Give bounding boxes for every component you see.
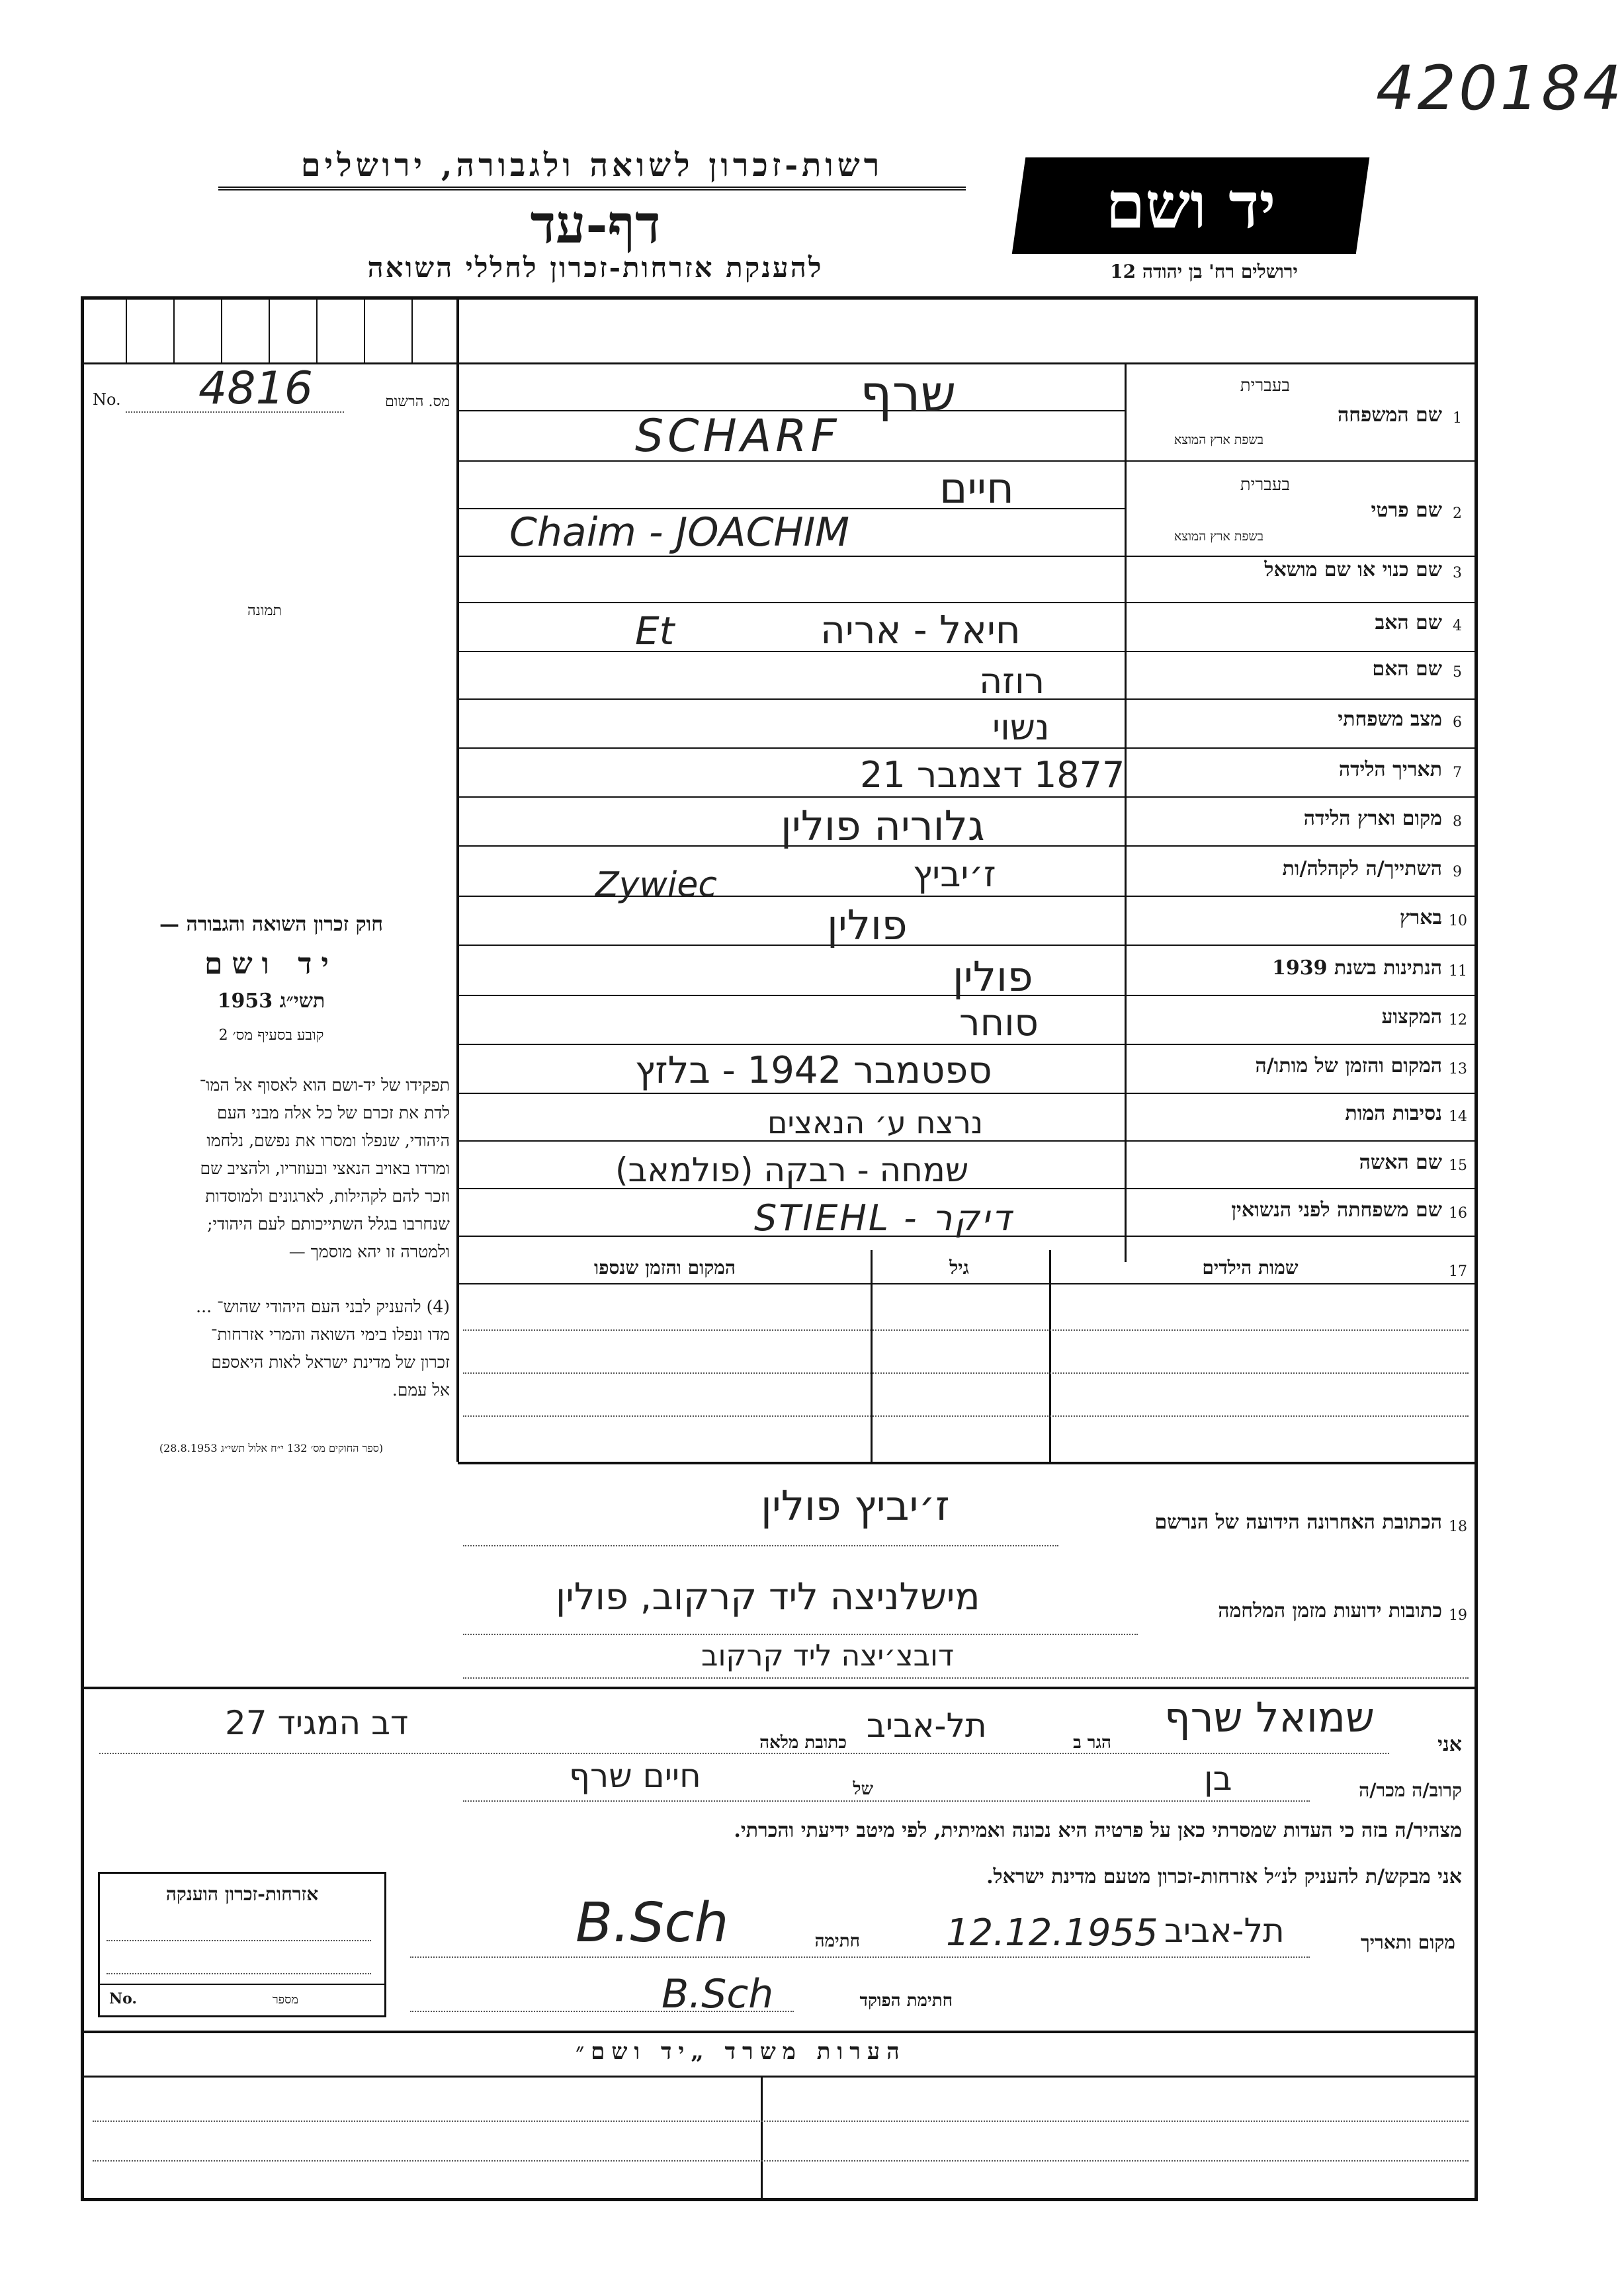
yad-vashem-logo <box>1012 157 1370 254</box>
table-row-line <box>463 1372 1469 1374</box>
nationality: פולין <box>953 952 1033 1001</box>
section-line <box>82 1687 1476 1689</box>
field-num-14: 14 <box>1449 1109 1467 1125</box>
declarant-name: שמואל שרף <box>1164 1693 1375 1742</box>
field-label-community: השתייך/ה לקהלה/ות <box>1282 857 1442 880</box>
notes-header-line <box>82 2076 1476 2078</box>
field-num-7: 7 <box>1453 765 1462 781</box>
law-title: חוק זכרון השואה והגבורה — <box>159 913 383 936</box>
of-label: של <box>853 1779 873 1799</box>
declaration-line <box>99 1753 1389 1754</box>
field-label-mother: שם האם <box>1372 657 1442 681</box>
field-num-15: 15 <box>1449 1157 1467 1174</box>
first-name-hebrew: חיים <box>939 464 1014 513</box>
logo-address: ירושלים רח' בן יהודה 12 <box>1110 261 1298 282</box>
field-num-8: 8 <box>1453 814 1462 830</box>
father-name: חיאל - אריה <box>820 607 1021 652</box>
field-label-maiden-name: שם משפחתה לפני הנשואין <box>1231 1198 1442 1222</box>
topcell-div <box>126 298 127 362</box>
address-line <box>463 1677 1469 1679</box>
row-sep <box>458 698 1476 700</box>
law-line: ומרדו באויב הנאצי ובעוזריו, ולהציב שם <box>200 1159 450 1178</box>
address-label: כתובת מלאה <box>759 1733 847 1753</box>
frame-left <box>81 296 84 2201</box>
address-value: דב המגיד 27 <box>225 1704 409 1742</box>
field-label-first-name: שם פרטי <box>1371 499 1442 522</box>
maiden-name: STIEHL - דיקר <box>754 1197 1013 1239</box>
law-line: אל עמם. <box>392 1380 450 1400</box>
table-header-line <box>458 1283 1476 1284</box>
field-label-birthplace: מקום וארץ הלידה <box>1303 807 1442 830</box>
lives-label: הגר ב <box>1073 1733 1111 1753</box>
frame-bottom <box>81 2198 1478 2201</box>
topcell-div <box>411 298 413 362</box>
field-label-wife-name: שם האשה <box>1359 1151 1442 1174</box>
hint-origin: בשפת ארץ המוצא <box>1174 529 1263 544</box>
table-row-line <box>463 1329 1469 1331</box>
field-label-last-address: הכתובת האחרונה הידועה של הנרשם <box>1154 1511 1442 1534</box>
notes-line <box>93 2121 1469 2122</box>
community-latin: Zywiec <box>595 865 717 905</box>
field-num-2: 2 <box>1453 505 1462 522</box>
reg-no-prefix: No. <box>93 390 121 409</box>
death-place-time: ספטמבר 1942 - בלזץ <box>635 1049 992 1092</box>
declaration-line <box>410 1956 1310 1958</box>
topcell-div <box>221 298 222 362</box>
i-label: אני <box>1437 1733 1462 1756</box>
law-clause: קובע בסעיף מס׳ 2 <box>218 1027 324 1044</box>
law-text-2 <box>93 1293 450 1404</box>
label-column-divider <box>1125 362 1127 1262</box>
row-sep <box>458 460 1476 462</box>
field-label-war-addresses: כתובות ידועות מזמן המלחמה <box>1218 1599 1442 1622</box>
law-line: היהודי, שנפלו ומסרו את נפשם, נלחמו <box>206 1131 450 1150</box>
law-text-1 <box>93 1072 450 1266</box>
field-label-death-circumstances: נסיבות המות <box>1345 1102 1442 1125</box>
topcell-div <box>269 298 270 362</box>
death-circumstances: נרצח ע׳ הנאצים <box>767 1105 984 1140</box>
father-extra: Et <box>635 609 675 653</box>
law-line: ולמטרה זו יהא מוסמך — <box>288 1242 450 1261</box>
field-num-6: 6 <box>1453 714 1462 731</box>
column-divider <box>456 298 459 1462</box>
field-num-9: 9 <box>1453 864 1462 880</box>
country: פולין <box>827 901 908 949</box>
citizenship-box-line <box>107 1940 371 1941</box>
section-line <box>82 2031 1476 2033</box>
last-address: ז׳יביץ פולין <box>761 1482 950 1530</box>
community: ז׳יביץ <box>913 853 996 895</box>
field-num-4: 4 <box>1453 618 1462 634</box>
field-num-10: 10 <box>1449 913 1467 929</box>
field-num-17: 17 <box>1449 1263 1467 1280</box>
topcell-div <box>364 298 365 362</box>
row-sep <box>458 602 1476 603</box>
law-line: שנחרבו בגלל השתייכותם לעם היהודי; <box>207 1214 450 1234</box>
relation-value: בן <box>1204 1759 1232 1798</box>
birth-date: 1877 דצמבר 21 <box>860 754 1125 796</box>
officer-signature-label: חתימת הפוקד <box>859 1991 953 2011</box>
law-name: יד ושם <box>204 947 338 981</box>
law-year: תשי״ג 1953 <box>217 989 325 1013</box>
row-sep <box>458 747 1476 749</box>
family-name-hebrew: שרף <box>860 364 957 423</box>
field-num-12: 12 <box>1449 1012 1467 1029</box>
table-row-line <box>463 1415 1469 1417</box>
family-name-origin: SCHARF <box>635 410 841 462</box>
declaration-line <box>410 2011 794 2012</box>
field-num-19: 19 <box>1449 1607 1467 1624</box>
relation-label: קרוב/ה מכר/ה <box>1359 1779 1462 1801</box>
frame-top <box>81 296 1478 300</box>
row-sep <box>458 945 1476 946</box>
children-place-header: המקום והזמן שנספו <box>594 1257 736 1279</box>
address-line <box>463 1545 1058 1546</box>
notes-col-line <box>761 2077 763 2200</box>
citizenship-num-label: מספר <box>272 1993 298 2007</box>
field-label-marital-status: מצב משפחתי <box>1338 708 1442 731</box>
hint-origin: בשפת ארץ המוצא <box>1174 433 1263 447</box>
archive-number: 420184 <box>1376 53 1624 124</box>
declaration-line <box>463 1800 1310 1802</box>
wife-name: שמחה - רבקה (פולמאב) <box>615 1151 969 1189</box>
logo-text: יד ושם <box>1105 168 1276 243</box>
citizenship-box-divider <box>100 1984 384 1985</box>
field-label-family-name: שם המשפחה <box>1337 403 1442 427</box>
field-num-16: 16 <box>1449 1205 1467 1222</box>
notes-title: הערות משרד „יד ושם״ <box>576 2039 906 2065</box>
lives-value: תל-אביב <box>867 1706 987 1745</box>
declaration-statement-2: אני מבקש/ת להעניק לנ״ל אזרחות-זכרון מטעם מדינת ישראל. <box>986 1865 1462 1888</box>
marital-status: נשוי <box>992 706 1050 748</box>
citizenship-no-prefix: No. <box>109 1990 138 2007</box>
war-address-2: דובצ׳יצה ליד קרקוב <box>701 1639 955 1673</box>
first-name-origin: Chaim - JOACHIM <box>509 509 850 556</box>
table-col-line <box>871 1250 873 1462</box>
field-num-3: 3 <box>1453 565 1462 581</box>
field-label-nickname: שם כנוי או שם מושאל <box>1264 558 1442 581</box>
row-sep <box>458 796 1476 798</box>
row-sep <box>458 1093 1476 1094</box>
signature-value: B.Sch <box>576 1892 729 1955</box>
place-date-label: מקום ותאריך <box>1360 1931 1455 1953</box>
law-line: (4) להעניק לבני העם היהודי שהוש־ ... <box>196 1297 450 1316</box>
form-title: דף-עד <box>530 193 661 255</box>
hint-hebrew: בעברית <box>1240 376 1290 396</box>
reg-no-label: מס. הרשום <box>385 394 450 410</box>
signature-label: חתימה <box>814 1931 860 1951</box>
law-line: זכרון של מדינת ישראל לאות היאספם <box>211 1353 450 1372</box>
field-label-birth-date: תאריך הלידה <box>1338 758 1442 781</box>
place-value: תל-אביב <box>1164 1912 1285 1950</box>
address-line <box>463 1634 1138 1635</box>
war-address-1: מישלניצה ליד קרקוב, פולין <box>556 1576 980 1618</box>
profession: סוחר <box>959 1001 1039 1044</box>
field-num-1: 1 <box>1453 410 1462 427</box>
notes-line <box>93 2160 1469 2162</box>
field-label-profession: המקצוע <box>1381 1005 1442 1029</box>
institution-name: רשות-זכרון לשואה ולגבורה, ירושלים <box>218 147 966 190</box>
mother-name: רוזה <box>979 660 1045 702</box>
of-value: חיים שרף <box>569 1757 701 1795</box>
frame-right <box>1474 296 1478 2201</box>
law-line: לדת את זכרם של כל אלה מבני העם <box>217 1103 450 1122</box>
law-line: וזכר להם לקהילות, לארגונים ולמוסדות <box>205 1187 450 1206</box>
citizenship-box <box>98 1872 386 2017</box>
declaration-statement-1: מצהיר/ה בזה כי העדות שמסרתי כאן על פרטיה היא נכונה ואמיתית, לפי מיטב ידיעתי והכרתי. <box>734 1819 1462 1842</box>
citizenship-box-line <box>107 1973 371 1974</box>
row-sep <box>458 556 1476 557</box>
citizenship-box-title: אזרחות-זכרון הוענקה <box>165 1883 319 1905</box>
topcell-div <box>316 298 318 362</box>
field-label-death-place-time: המקום והזמן של מותו/ה <box>1255 1054 1442 1077</box>
field-num-13: 13 <box>1449 1061 1467 1077</box>
hint-hebrew: בעברית <box>1240 475 1290 495</box>
form-subtitle: להענקת אזרחות-זכרון לחללי השואה <box>367 251 824 284</box>
law-line: מדו ונפלו בימי השואה והמרי אזרחות־ <box>210 1325 450 1344</box>
table-col-line <box>1049 1250 1051 1462</box>
section-line <box>458 1462 1476 1464</box>
photo-label: תמונה <box>247 603 282 619</box>
topcell-div <box>173 298 175 362</box>
date-value: 12.12.1955 <box>946 1912 1158 1955</box>
field-num-11: 11 <box>1449 963 1467 980</box>
reg-no-value: 4816 <box>198 362 314 415</box>
law-reference: (ספר החוקים מס׳ 132 י״ח אלול תשי״ג 28.8.1953) <box>159 1442 384 1454</box>
field-label-nationality: הנתינות בשנת 1939 <box>1271 956 1442 980</box>
field-num-5: 5 <box>1453 664 1462 681</box>
field-label-country: בארץ <box>1399 906 1442 929</box>
children-age-header: גיל <box>949 1257 969 1279</box>
field-label-father: שם האב <box>1375 611 1442 634</box>
field-num-18: 18 <box>1449 1519 1467 1535</box>
law-line: תפקידו של יד-ושם הוא לאסוף אל המו־ <box>199 1075 450 1095</box>
officer-signature-value: B.Sch <box>662 1971 774 2017</box>
top-row-line <box>456 362 1476 364</box>
children-names-header: שמות הילדים <box>1202 1257 1299 1279</box>
row-sep <box>458 1140 1476 1142</box>
birthplace: גלוריה פולין <box>781 802 985 850</box>
